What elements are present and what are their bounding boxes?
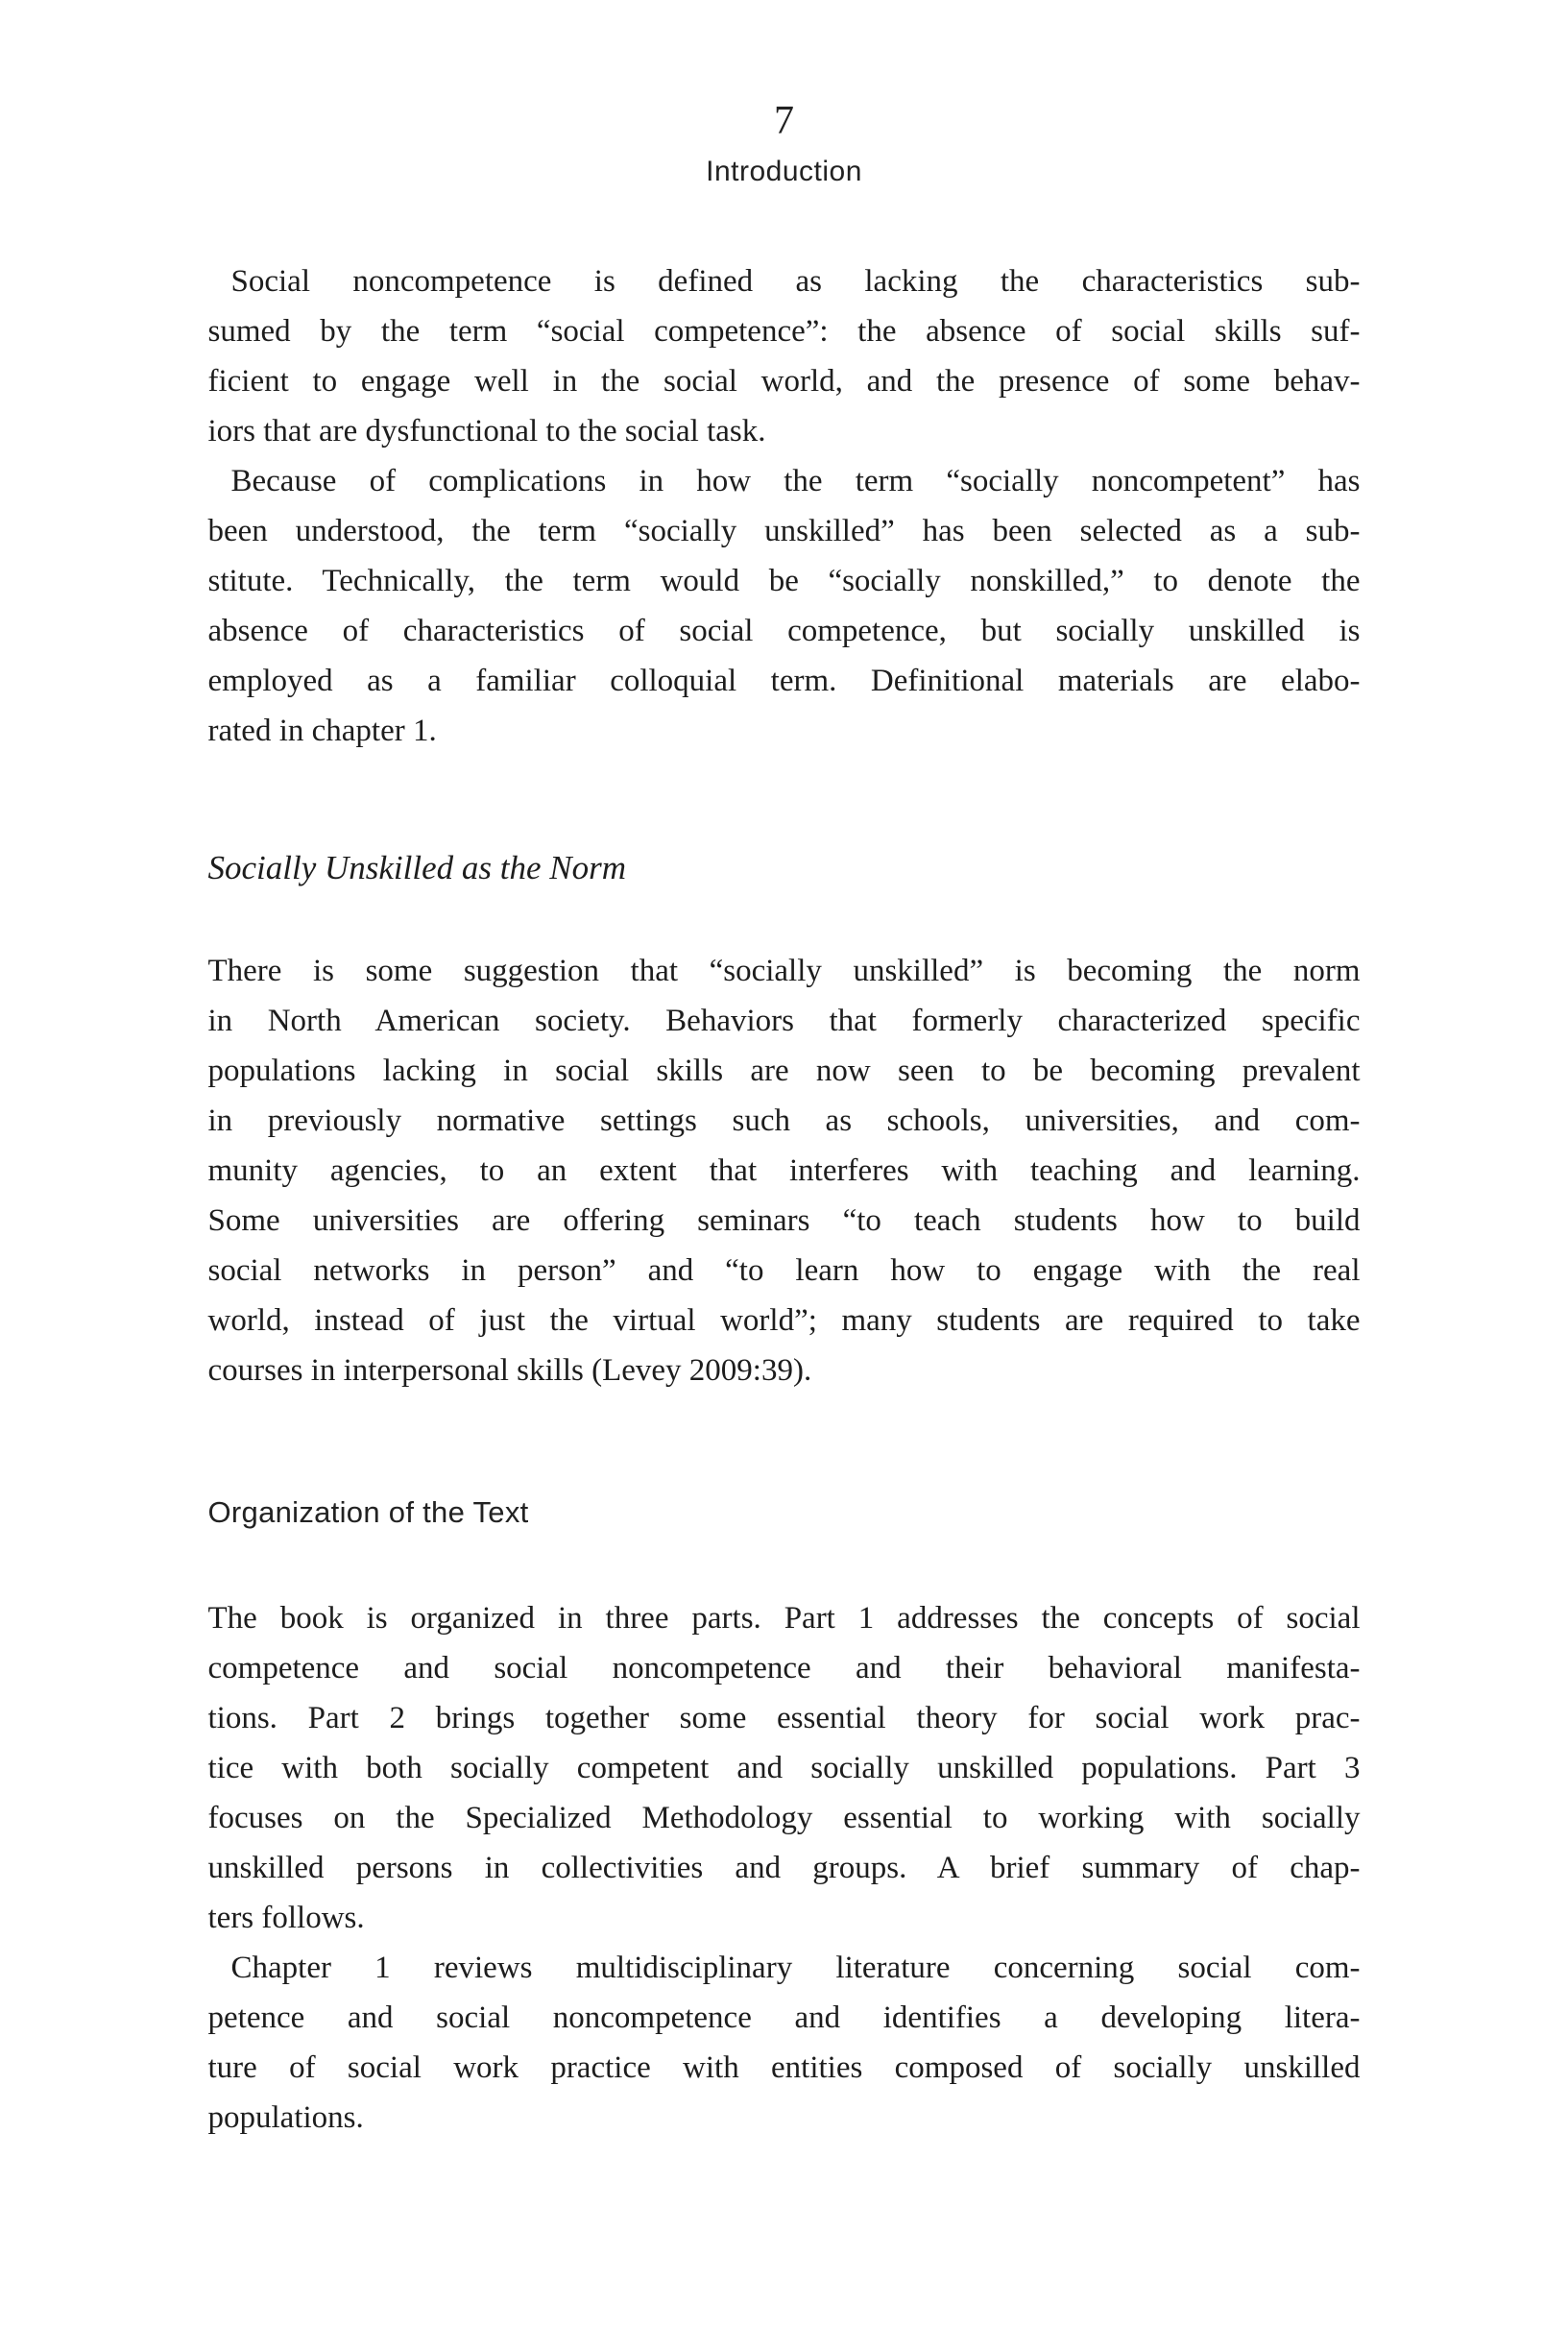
text-line: populations. [207, 2100, 364, 2135]
chapter-running-head: Introduction [706, 156, 862, 187]
section-heading-socially-unskilled-as-the-norm: Socially Unskilled as the Norm [207, 849, 627, 886]
text-column [208, 256, 1361, 2143]
text-line: unskilled persons in collectivities and groups. A brief summary of chap- [207, 1851, 1361, 1885]
text-line: courses in interpersonal skills (Levey 2009:39). [207, 1353, 812, 1388]
page-number: 7 [774, 99, 794, 143]
text-line: stitute. Technically, the term would be “socially nonskilled,” to denote the [207, 564, 1361, 598]
text-line: tions. Part 2 brings together some essential theory for social work prac- [207, 1701, 1361, 1735]
paragraph-social-noncompetence [208, 256, 1361, 456]
text-line: There is some suggestion that “socially unskilled” is becoming the norm [207, 954, 1361, 988]
text-line: competence and social noncompetence and their behavioral manifesta- [207, 1651, 1361, 1685]
text-line: sumed by the term “social competence”: the absence of social skills suf- [207, 314, 1361, 349]
paragraph-there-is-some-suggestion [208, 946, 1361, 1395]
text-line: petence and social noncompetence and identifies a developing litera- [207, 2000, 1361, 2035]
paragraph-the-book-is-organized [208, 1593, 1361, 1943]
text-line: The book is organized in three parts. Part 1 addresses the concepts of social [207, 1601, 1361, 1636]
paragraph-because-of-complications [208, 456, 1361, 756]
text-line: Because of complications in how the term “socially noncompetent” has [230, 464, 1361, 498]
text-line: tice with both socially competent and socially unskilled populations. Part 3 [207, 1751, 1361, 1785]
text-line: been understood, the term “socially unskilled” has been selected as a sub- [207, 514, 1361, 548]
text-line: absence of characteristics of social competence, but socially unskilled is [207, 614, 1361, 648]
text-line: social networks in person” and “to learn how to engage with the real [207, 1253, 1361, 1288]
paragraph-chapter-1-reviews [208, 1943, 1361, 2143]
text-line: Some universities are offering seminars “to teach students how to build [207, 1203, 1361, 1238]
text-line: iors that are dysfunctional to the social task. [207, 414, 766, 449]
text-line: Chapter 1 reviews multidisciplinary literature concerning social com- [230, 1951, 1361, 1985]
text-line: ficient to engage well in the social world, and the presence of some behav- [207, 364, 1361, 399]
text-line: rated in chapter 1. [207, 714, 437, 748]
text-line: focuses on the Specialized Methodology essential to working with socially [207, 1801, 1361, 1835]
text-line: ters follows. [207, 1901, 365, 1935]
text-line: populations lacking in social skills are now seen to be becoming prevalent [207, 1054, 1361, 1088]
text-line: ture of social work practice with entities composed of socially unskilled [207, 2050, 1361, 2085]
text-line: employed as a familiar colloquial term. Definitional materials are elabo- [207, 664, 1361, 698]
section-heading-organization-of-the-text: Organization of the Text [207, 1495, 529, 1529]
text-line: world, instead of just the virtual world”; many students are required to take [207, 1303, 1361, 1338]
text-line: in North American society. Behaviors that formerly characterized specific [207, 1004, 1361, 1038]
text-line: in previously normative settings such as schools, universities, and com- [207, 1103, 1361, 1138]
text-line: munity agencies, to an extent that interferes with teaching and learning. [207, 1153, 1361, 1188]
text-line: Social noncompetence is defined as lacking the characteristics sub- [230, 264, 1361, 299]
